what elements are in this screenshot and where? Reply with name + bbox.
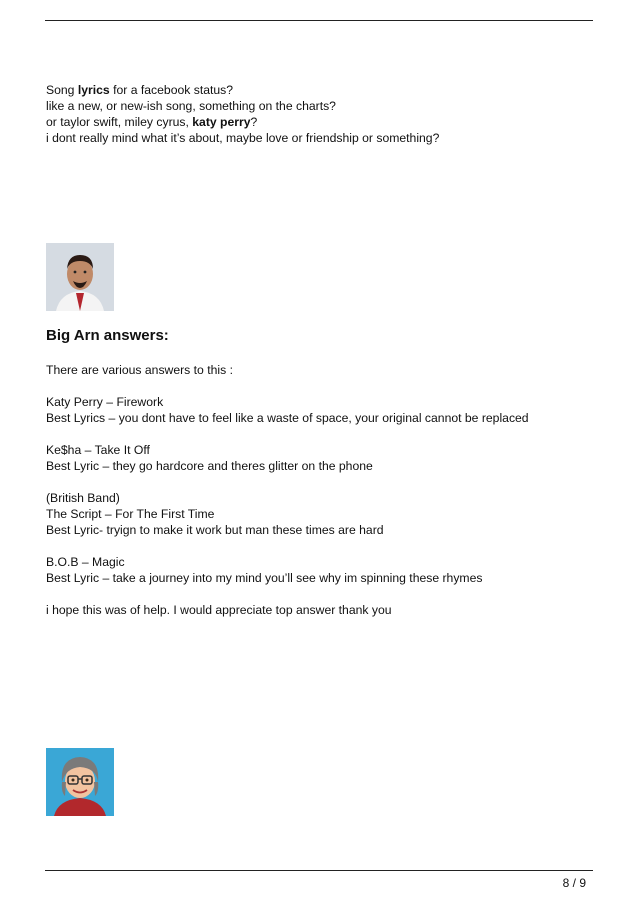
header-rule [45, 20, 593, 21]
page-number: 8 / 9 [562, 876, 586, 890]
question-line-1: Song lyrics for a facebook status? [46, 83, 234, 97]
answer-closing: i hope this was of help. I would appreciate top answer thank you [46, 603, 392, 617]
answer-entry: Katy Perry – Firework Best Lyrics – you dont have to feel like a waste of space, your original cannot be replaced [46, 395, 529, 425]
answer-heading: Big Arn answers: [46, 327, 169, 344]
answer-intro: There are various answers to this : [46, 363, 233, 377]
cartoon-avatar [46, 748, 114, 816]
answer-entry: B.O.B – Magic Best Lyric – take a journey into my mind you’ll see why im spinning these rhymes [46, 555, 483, 585]
answer-entry: Ke$ha – Take It Off Best Lyric – they go hardcore and theres glitter on the phone [46, 443, 373, 473]
answer-entry: (British Band) The Script – For The First Time Best Lyric- tryign to make it work but man these times are hard [46, 491, 384, 537]
question-text [46, 82, 439, 146]
question-line-4: i dont really mind what it’s about, maybe love or friendship or something? [46, 131, 440, 145]
answerer-avatar [46, 243, 114, 311]
question-line-3: or taylor swift, miley cyrus, katy perry? [46, 115, 258, 129]
footer-rule [45, 870, 593, 871]
question-line-2: like a new, or new-ish song, something on the charts? [46, 99, 336, 113]
answer-body [46, 362, 529, 634]
